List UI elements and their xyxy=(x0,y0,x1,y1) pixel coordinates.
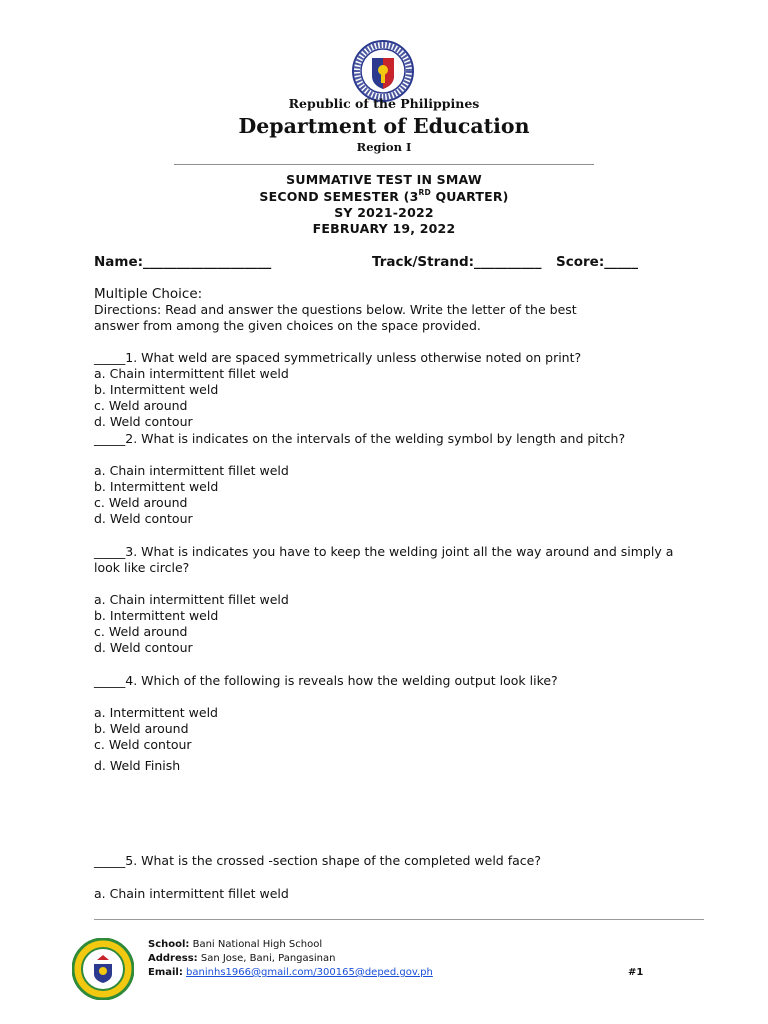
footer-school xyxy=(148,938,322,951)
semester-prefix: SECOND SEMESTER (3 xyxy=(259,189,419,204)
department-heading: Department of Education xyxy=(238,114,530,138)
q4-choice-d: d. Weld Finish xyxy=(94,758,181,773)
region-heading: Region I xyxy=(356,140,412,154)
directions-line-1: Directions: Read and answer the questions below. Write the letter of the best xyxy=(94,302,577,317)
q2-choice-d: d. Weld contour xyxy=(94,511,193,526)
question-3-line-2: look like circle? xyxy=(94,560,190,575)
q4-choice-b: b. Weld around xyxy=(94,721,189,736)
school-year: SY 2021-2022 xyxy=(334,205,434,220)
semester-superscript: RD xyxy=(418,188,431,197)
q3-choice-a: a. Chain intermittent fillet weld xyxy=(94,592,289,607)
footer-divider xyxy=(94,919,704,920)
school-seal-logo xyxy=(72,938,134,1000)
semester-line xyxy=(0,189,768,204)
q3-choice-d: d. Weld contour xyxy=(94,640,193,655)
q2-choice-b: b. Intermittent weld xyxy=(94,479,219,494)
footer-email-label: Email: xyxy=(148,967,183,978)
footer-address-value: San Jose, Bani, Pangasinan xyxy=(197,953,336,964)
q3-choice-b: b. Intermittent weld xyxy=(94,608,219,623)
republic-heading: Republic of the Philippines xyxy=(288,96,480,111)
test-date: FEBRUARY 19, 2022 xyxy=(312,221,456,236)
footer-address xyxy=(148,952,335,965)
name-field[interactable]: Name:___________________ xyxy=(94,254,272,270)
q1-choice-d: d. Weld contour xyxy=(94,414,193,429)
question-1: _____1. What weld are spaced symmetrically unless otherwise noted on print? xyxy=(94,350,582,365)
q2-choice-c: c. Weld around xyxy=(94,495,188,510)
q2-choice-a: a. Chain intermittent fillet weld xyxy=(94,463,289,478)
q1-choice-a: a. Chain intermittent fillet weld xyxy=(94,366,289,381)
q1-choice-c: c. Weld around xyxy=(94,398,188,413)
footer-school-value: Bani National High School xyxy=(189,939,323,950)
question-3-line-1: _____3. What is indicates you have to keep the welding joint all the way around and simply a xyxy=(94,544,674,559)
footer-school-label: School: xyxy=(148,939,190,950)
q4-choice-c: c. Weld contour xyxy=(94,737,192,752)
test-title: SUMMATIVE TEST IN SMAW xyxy=(286,172,482,187)
score-field[interactable]: Score:_____ xyxy=(556,254,638,270)
question-2: _____2. What is indicates on the intervals of the welding symbol by length and pitch? xyxy=(94,431,626,446)
q5-choice-a: a. Chain intermittent fillet weld xyxy=(94,886,289,901)
footer-email xyxy=(148,966,433,979)
semester-suffix: QUARTER) xyxy=(430,189,509,204)
directions-line-2: answer from among the given choices on the space provided. xyxy=(94,318,481,333)
deped-seal-logo xyxy=(352,40,414,102)
footer-email-link[interactable]: baninhs1966@gmail.com/300165@deped.gov.ph xyxy=(186,967,433,978)
header-rule: ______________________________________________________________________ xyxy=(174,151,594,165)
footer-address-label: Address: xyxy=(148,953,198,964)
q4-choice-a: a. Intermittent weld xyxy=(94,705,218,720)
track-strand-field[interactable]: Track/Strand:__________ xyxy=(372,254,542,270)
question-5: _____5. What is the crossed -section shape of the completed weld face? xyxy=(94,853,541,868)
question-4: _____4. Which of the following is reveals how the welding output look like? xyxy=(94,673,558,688)
page-number: #1 xyxy=(628,967,644,978)
q3-choice-c: c. Weld around xyxy=(94,624,188,639)
section-title: Multiple Choice: xyxy=(94,286,203,302)
q1-choice-b: b. Intermittent weld xyxy=(94,382,219,397)
